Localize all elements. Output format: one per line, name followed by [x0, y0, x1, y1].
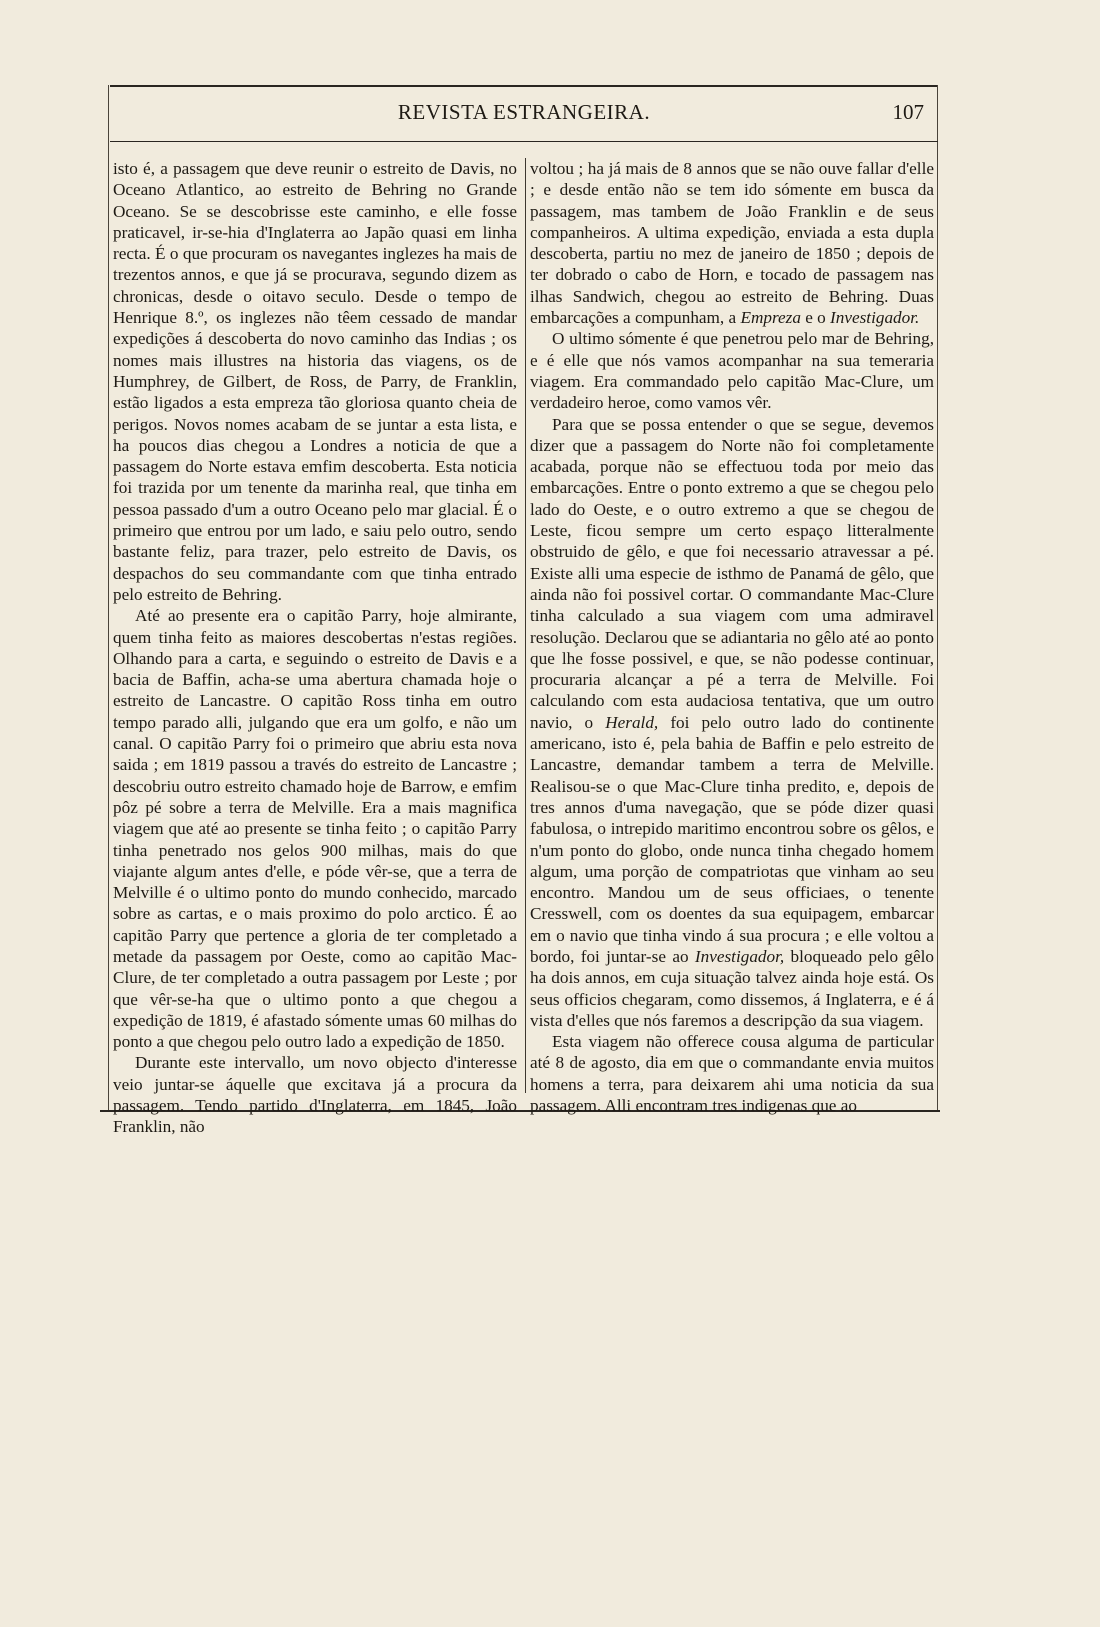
left-column: [113, 158, 517, 1137]
ship-name: Investigador.: [830, 308, 920, 328]
text-run: e o: [805, 308, 826, 328]
text-run: foi pelo outro lado do continente americano, isto é, pela bahia de Baffin e pelo estreito de Lancastre, demandar tambem a terra de Melville. Realisou-se o que Mac-Clure tinha predito, e, depois de tres annos d'uma navegação, que se póde dizer quasi fabulosa, o intrepido maritimo encontrou sobre os gêlos, e n'um ponto do globo, onde nunca tinha chegado homem algum, uma porção de compatriotas que vinham ao seu encontro. Mandou um de seus officiaes, o tenente Cresswell, com os doentes da sua equipagem, embarcar em o navio que tinha vindo á sua procura ; e elle voltou a bordo, foi juntar-se ao: [530, 712, 935, 966]
frame-top-rule: [110, 85, 938, 87]
paragraph: [530, 158, 934, 328]
paragraph: Até ao presente era o capitão Parry, hoje almirante, quem tinha feito as maiores descobertas n'estas regiões. Olhando para a carta, e seguindo o estreito de Davis e a bacia de Baffin, acha-se uma abertura chamada hoje o estreito de Lancastre. O capitão Ross tinha em outro tempo parado alli, julgando que era um golfo, e não um canal. O capitão Parry foi o primeiro que abriu esta nova saida ; em 1819 passou a través do estreito de Lancastre ; descobriu outro estreito chamado hoje de Barrow, e emfim pôz pé sobre a terra de Melville. Era a mais magnifica viagem que até ao presente se tinha feito ; o capitão Parry tinha penetrado nos gelos 900 milhas, mais do que viajante algum antes d'elle, e póde vêr-se, que a terra de Melville é o ultimo ponto do mundo conhecido, marcado sobre as cartas, e o mais proximo do polo arctico. É ao capitão Parry que pertence a gloria de ter completado a metade da passagem por Oeste, como ao capitão Mac-Clure, de ter completado a outra passagem por Leste ; por que vêr-se-ha que o ultimo ponto a que chegou a expedição de 1819, é afastado sómente umas 60 milhas do ponto a que chegou pelo outro lado a expedição de 1850.: [113, 606, 517, 1052]
ship-name: Herald,: [605, 712, 659, 732]
paragraph: [530, 414, 934, 1032]
header-rule: [110, 141, 938, 142]
paragraph: Esta viagem não offerece cousa alguma de particular até 8 de agosto, dia em que o commandante envia muitos homens a terra, para deixarem ahi uma noticia da sua passagem. Alli encontram tres indigenas que ao: [530, 1032, 934, 1116]
paragraph: isto é, a passagem que deve reunir o estreito de Davis, no Oceano Atlantico, ao estreito de Behring no Grande Oceano. Se se descobrisse este caminho, e elle fosse praticavel, ir-se-hia d'Inglaterra ao Japão quasi em linha recta. É o que procuram os navegantes inglezes ha mais de trezentos annos, e que já se procurava, segundo dizem as chronicas, desde o oitavo seculo. Desde o tempo de Henrique 8.º, os inglezes não têem cessado de mandar expedições á descoberta do novo caminho das Indias ; os nomes mais illustres na historia das viagens, os de Humphrey, de Gilbert, de Ross, de Parry, de Franklin, estão ligados a esta empreza tão gloriosa quanto cheia de perigos. Novos nomes acabam de se juntar a esta lista, e ha poucos dias chegou a Londres a noticia de que a passagem do Norte estava emfim descoberta. Esta noticia foi trazida por um tenente da marinha real, que tinha em pessoa passado d'um a outro Oceano pelo mar glacial. É o primeiro que entrou por um lado, e saiu pelo outro, sendo bastante feliz, para trazer, pelo estreito de Davis, os despachos do seu commandante com que tinha entrado pelo estreito de Behring.: [113, 159, 517, 604]
right-column: [530, 158, 935, 1116]
text-run: voltou ; ha já mais de 8 annos que se não ouve fallar d'elle ; e desde então não se tem ido sómente em busca da passagem, mas tambem de João Franklin e de seus companheiros. A ultima expedição, enviada a esta dupla descoberta, partiu no mez de janeiro de 1850 ; depois de ter dobrado o cabo de Horn, e tocado de passagem nas ilhas Sandwich, chegou ao estreito de Behring. Duas embarcações a compunham, a: [530, 159, 934, 328]
paragraph: O ultimo sómente é que penetrou pelo mar de Behring, e é elle que nós vamos acompanhar na sua temeraria viagem. Era commandado pelo capitão Mac-Clure, um verdadeiro heroe, como vamos vêr.: [530, 329, 934, 413]
running-title: REVISTA ESTRANGEIRA.: [397, 100, 651, 124]
page-number: 107: [892, 100, 924, 124]
paragraph: Durante este intervallo, um novo objecto d'interesse veio juntar-se áquelle que excitava já a procura da passagem. Tendo partido d'Inglaterra, em 1845, João Franklin, não: [113, 1053, 517, 1137]
running-header: [110, 100, 938, 136]
text-run: Para que se possa entender o que se segue, devemos dizer que a passagem do Norte não foi completamente acabada, porque não se effectuou toda por meio das embarcações. Entre o ponto extremo a que se chegou pelo lado do Oeste, e o outro extremo a que se chegou de Leste, ficou sempre um certo espaço litteralmente obstruido de gêlo, e que foi necessario atravessar a pé. Existe alli uma especie de isthmo de Panamá de gêlo, que ainda não foi possivel cortar. O commandante Mac-Clure tinha calculado a sua viagem com uma admiravel resolução. Declarou que se adiantaria no gêlo até ao ponto que lhe fosse possivel, e que, se não podesse continuar, procuraria alcançar a pé a terra de Melville. Foi calculando com esta audaciosa tentativa, que um outro navio, o: [530, 414, 934, 732]
frame-left-rule: [108, 85, 109, 1110]
ship-name: Empreza: [740, 308, 801, 328]
ship-name: Investigador,: [694, 946, 785, 966]
text-run: bloqueado pelo gêlo ha dois annos, em cuja situação talvez ainda hoje está. Os seus officios chegaram, como dissemos, á Inglaterra, e é á vista d'elles que nós faremos a descripção da sua viagem.: [530, 946, 935, 1030]
column-divider: [525, 158, 526, 1093]
frame-right-rule: [937, 85, 938, 1110]
